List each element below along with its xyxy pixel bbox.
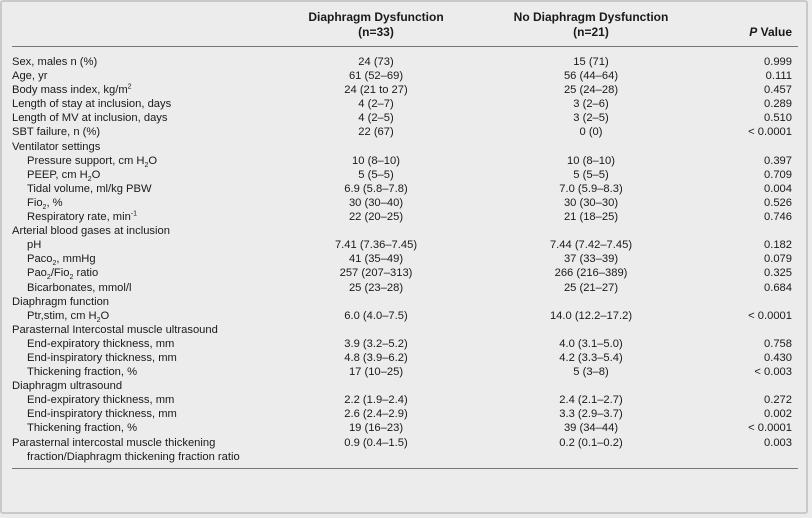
no-diaphragm-dysfunction-value: 15 (71) bbox=[573, 56, 609, 68]
p-value: 0.758 bbox=[764, 337, 792, 350]
p-value: 0.002 bbox=[764, 408, 792, 421]
p-value: < 0.0001 bbox=[748, 309, 792, 322]
row-label-suffix: O bbox=[100, 309, 110, 322]
section-heading bbox=[12, 295, 276, 309]
superscript: -1 bbox=[130, 210, 138, 218]
diaphragm-dysfunction-value: 2.2 (1.9–2.4) bbox=[344, 394, 408, 407]
section-heading bbox=[12, 323, 276, 337]
p-value: 0.182 bbox=[764, 239, 792, 252]
p-value bbox=[706, 224, 798, 238]
row-label-text: Ptr,stim, cm H bbox=[27, 309, 97, 322]
row-label bbox=[12, 252, 276, 266]
row-label bbox=[12, 266, 276, 280]
no-diaphragm-dysfunction-value: 0.2 (0.1–0.2) bbox=[559, 436, 623, 449]
header-diaphragm-dysfunction bbox=[276, 8, 476, 47]
row-label bbox=[12, 182, 276, 196]
table-row bbox=[12, 436, 798, 450]
no-diaphragm-dysfunction-value: 3 (2–5) bbox=[573, 112, 609, 125]
table-row bbox=[12, 351, 798, 365]
diaphragm-dysfunction-value: 22 (67) bbox=[358, 126, 394, 139]
row-label-text: Fio bbox=[27, 196, 43, 209]
no-diaphragm-dysfunction-value: 25 (21–27) bbox=[563, 281, 619, 294]
row-label-suffix: O bbox=[148, 154, 158, 167]
p-value: 0.457 bbox=[764, 84, 792, 97]
diaphragm-dysfunction-value bbox=[276, 140, 476, 154]
no-diaphragm-dysfunction-value: 4.2 (3.3–5.4) bbox=[559, 351, 623, 364]
superscript: 2 bbox=[127, 83, 132, 91]
no-diaphragm-dysfunction-value: 3.3 (2.9–3.7) bbox=[559, 408, 623, 421]
row-label-text: PEEP, cm H bbox=[27, 168, 88, 181]
row-label-text: Ventilator settings bbox=[12, 140, 101, 153]
diaphragm-dysfunction-value: 10 (8–10) bbox=[352, 154, 400, 167]
table-row bbox=[12, 393, 798, 407]
row-label bbox=[12, 125, 276, 139]
subscript: 2 bbox=[69, 274, 74, 282]
diaphragm-dysfunction-value: 24 (73) bbox=[358, 56, 394, 68]
no-diaphragm-dysfunction-value bbox=[476, 379, 706, 393]
diaphragm-dysfunction-value: 17 (10–25) bbox=[348, 366, 404, 379]
table-row bbox=[12, 97, 798, 111]
no-diaphragm-dysfunction-value: 7.44 (7.42–7.45) bbox=[549, 239, 633, 252]
p-value: 0.526 bbox=[764, 196, 792, 209]
p-value: 0.510 bbox=[764, 112, 792, 125]
row-label bbox=[12, 69, 276, 83]
row-label bbox=[12, 111, 276, 125]
row-label bbox=[12, 196, 276, 210]
row-label-text: End-expiratory thickness, mm bbox=[27, 337, 175, 350]
row-label bbox=[12, 97, 276, 111]
p-value: 0.111 bbox=[765, 70, 792, 83]
header-dd-count: (n=33) bbox=[358, 25, 394, 39]
no-diaphragm-dysfunction-value: 39 (34–44) bbox=[563, 422, 619, 435]
table-row bbox=[12, 450, 798, 469]
row-label-text: SBT failure, n (%) bbox=[12, 126, 101, 139]
p-value: 0.325 bbox=[764, 267, 792, 280]
table-row bbox=[12, 337, 798, 351]
diaphragm-dysfunction-value: 24 (21 to 27) bbox=[344, 84, 408, 97]
table-row bbox=[12, 309, 798, 323]
header-no-diaphragm-dysfunction bbox=[476, 8, 706, 47]
diaphragm-dysfunction-value: 4 (2–5) bbox=[358, 112, 394, 125]
no-diaphragm-dysfunction-value: 266 (216–389) bbox=[554, 267, 628, 280]
p-value: 0.004 bbox=[764, 182, 792, 195]
section-heading bbox=[12, 140, 276, 154]
no-diaphragm-dysfunction-value: 2.4 (2.1–2.7) bbox=[559, 394, 623, 407]
diaphragm-dysfunction-value bbox=[276, 295, 476, 309]
table-row bbox=[12, 196, 798, 210]
subscript: 2 bbox=[52, 260, 57, 268]
table-row bbox=[12, 252, 798, 266]
header-nodd-title: No Diaphragm Dysfunction bbox=[513, 10, 669, 24]
diaphragm-dysfunction-value bbox=[276, 224, 476, 238]
p-value: 0.746 bbox=[764, 211, 792, 224]
row-label-text: Paco bbox=[27, 253, 53, 266]
diaphragm-dysfunction-value: 4 (2–7) bbox=[358, 98, 394, 111]
p-value: 0.430 bbox=[764, 351, 792, 364]
section-row bbox=[12, 295, 798, 309]
p-value: 0.079 bbox=[764, 253, 792, 266]
table-row bbox=[12, 125, 798, 139]
row-label-text: Age, yr bbox=[12, 70, 48, 83]
diaphragm-dysfunction-value bbox=[276, 450, 476, 469]
p-value: 0.684 bbox=[764, 281, 792, 294]
p-value: 0.709 bbox=[764, 168, 792, 181]
header-p-rest: Value bbox=[757, 25, 792, 39]
diaphragm-dysfunction-value: 257 (207–313) bbox=[339, 267, 413, 280]
diaphragm-dysfunction-value: 2.6 (2.4–2.9) bbox=[344, 408, 408, 421]
header-nodd-count: (n=21) bbox=[573, 25, 609, 39]
p-value bbox=[706, 140, 798, 154]
diaphragm-dysfunction-value: 6.0 (4.0–7.5) bbox=[344, 309, 408, 322]
diaphragm-dysfunction-value: 0.9 (0.4–1.5) bbox=[344, 436, 408, 449]
p-value bbox=[706, 379, 798, 393]
row-label-text: Parasternal intercostal muscle thickening bbox=[12, 436, 216, 449]
subscript: 2 bbox=[87, 175, 92, 183]
diaphragm-dysfunction-value: 7.41 (7.36–7.45) bbox=[334, 239, 418, 252]
row-label-text: Pressure support, cm H bbox=[27, 154, 145, 167]
row-label bbox=[12, 351, 276, 365]
header-dd-title: Diaphragm Dysfunction bbox=[308, 10, 444, 24]
row-label-text: End-inspiratory thickness, mm bbox=[27, 408, 177, 421]
row-label-text: Pao bbox=[27, 267, 47, 280]
table-row bbox=[12, 266, 798, 280]
no-diaphragm-dysfunction-value bbox=[476, 450, 706, 469]
row-label-text: Diaphragm function bbox=[12, 295, 110, 308]
diaphragm-dysfunction-value: 4.8 (3.9–6.2) bbox=[344, 351, 408, 364]
row-label-text: Respiratory rate, min bbox=[27, 211, 131, 224]
no-diaphragm-dysfunction-value bbox=[476, 224, 706, 238]
row-label-text: Parasternal Intercostal muscle ultrasound bbox=[12, 323, 218, 336]
p-value: 0.272 bbox=[764, 394, 792, 407]
section-row bbox=[12, 224, 798, 238]
no-diaphragm-dysfunction-value: 5 (5–5) bbox=[573, 168, 609, 181]
diaphragm-dysfunction-value bbox=[276, 323, 476, 337]
table-row bbox=[12, 365, 798, 379]
no-diaphragm-dysfunction-value bbox=[476, 323, 706, 337]
no-diaphragm-dysfunction-value bbox=[476, 140, 706, 154]
subscript: 2 bbox=[42, 204, 47, 212]
header-p-value bbox=[706, 8, 798, 47]
no-diaphragm-dysfunction-value: 30 (30–30) bbox=[563, 196, 619, 209]
subscript: 2 bbox=[144, 161, 149, 169]
row-label-suffix: O bbox=[91, 168, 101, 181]
no-diaphragm-dysfunction-value: 14.0 (12.2–17.2) bbox=[549, 309, 633, 322]
row-label bbox=[12, 238, 276, 252]
row-label-suffix: /Fio bbox=[50, 267, 70, 280]
row-label-suffix: , % bbox=[46, 196, 63, 209]
table-row bbox=[12, 421, 798, 435]
table-row bbox=[12, 69, 798, 83]
row-label-text: Arterial blood gases at inclusion bbox=[12, 225, 170, 238]
table-row bbox=[12, 83, 798, 97]
row-label-text: End-expiratory thickness, mm bbox=[27, 394, 175, 407]
p-value: < 0.0001 bbox=[748, 422, 792, 435]
section-row bbox=[12, 323, 798, 337]
no-diaphragm-dysfunction-value: 21 (18–25) bbox=[563, 211, 619, 224]
no-diaphragm-dysfunction-value: 5 (3–8) bbox=[573, 366, 609, 379]
no-diaphragm-dysfunction-value bbox=[476, 295, 706, 309]
row-label bbox=[12, 168, 276, 182]
row-label bbox=[12, 421, 276, 435]
table-row bbox=[12, 210, 798, 224]
row-label-suffix: ratio bbox=[73, 267, 99, 280]
table-row bbox=[12, 154, 798, 168]
diaphragm-dysfunction-value: 61 (52–69) bbox=[348, 70, 404, 83]
diaphragm-dysfunction-value: 19 (16–23) bbox=[348, 422, 404, 435]
p-value bbox=[706, 295, 798, 309]
p-value bbox=[706, 323, 798, 337]
row-label-suffix: , mmHg bbox=[56, 253, 96, 266]
baseline-characteristics-table bbox=[12, 8, 798, 469]
row-label bbox=[12, 210, 276, 224]
row-label bbox=[12, 83, 276, 97]
no-diaphragm-dysfunction-value: 37 (33–39) bbox=[563, 253, 619, 266]
diaphragm-dysfunction-value bbox=[276, 379, 476, 393]
no-diaphragm-dysfunction-value: 7.0 (5.9–8.3) bbox=[559, 182, 623, 195]
p-value: 0.003 bbox=[764, 436, 792, 449]
row-label-text: fraction/Diaphragm thickening fraction ratio bbox=[27, 450, 240, 463]
table-row bbox=[12, 168, 798, 182]
header-p-italic: P bbox=[749, 25, 758, 39]
row-label bbox=[12, 365, 276, 379]
diaphragm-dysfunction-value: 41 (35–49) bbox=[348, 253, 404, 266]
section-heading bbox=[12, 379, 276, 393]
row-label bbox=[12, 393, 276, 407]
table-body bbox=[12, 47, 798, 469]
no-diaphragm-dysfunction-value: 56 (44–64) bbox=[563, 70, 619, 83]
p-value bbox=[706, 450, 798, 469]
row-label bbox=[12, 450, 276, 469]
no-diaphragm-dysfunction-value: 3 (2–6) bbox=[573, 98, 609, 111]
row-label bbox=[12, 154, 276, 168]
p-value: 0.397 bbox=[764, 154, 792, 167]
no-diaphragm-dysfunction-value: 10 (8–10) bbox=[567, 154, 615, 167]
table-header bbox=[12, 8, 798, 47]
no-diaphragm-dysfunction-value: 4.0 (3.1–5.0) bbox=[559, 337, 623, 350]
p-value: 0.289 bbox=[764, 98, 792, 111]
row-label bbox=[12, 337, 276, 351]
subscript: 2 bbox=[46, 274, 51, 282]
row-label-text: pH bbox=[27, 239, 42, 252]
row-label-text: Thickening fraction, % bbox=[27, 366, 138, 379]
row-label-text: End-inspiratory thickness, mm bbox=[27, 351, 177, 364]
row-label bbox=[12, 436, 276, 450]
p-value: < 0.0001 bbox=[748, 126, 792, 139]
row-label-text: Length of MV at inclusion, days bbox=[12, 112, 168, 125]
table-row bbox=[12, 47, 798, 70]
row-label-text: Tidal volume, ml/kg PBW bbox=[27, 182, 152, 195]
section-row bbox=[12, 140, 798, 154]
diaphragm-dysfunction-value: 6.9 (5.8–7.8) bbox=[344, 182, 408, 195]
section-heading bbox=[12, 224, 276, 238]
p-value: 0.999 bbox=[764, 56, 792, 68]
row-label-text: Diaphragm ultrasound bbox=[12, 380, 123, 393]
row-label bbox=[12, 309, 276, 323]
header-label-cell bbox=[12, 8, 276, 47]
row-label bbox=[12, 407, 276, 421]
section-row bbox=[12, 379, 798, 393]
row-label bbox=[12, 281, 276, 295]
row-label-text: Body mass index, kg/m bbox=[12, 84, 128, 97]
subscript: 2 bbox=[96, 316, 101, 324]
diaphragm-dysfunction-value: 25 (23–28) bbox=[348, 281, 404, 294]
diaphragm-dysfunction-value: 30 (30–40) bbox=[348, 196, 404, 209]
row-label-text: Sex, males n (%) bbox=[12, 56, 98, 68]
table-row bbox=[12, 407, 798, 421]
row-label-text: Length of stay at inclusion, days bbox=[12, 98, 172, 111]
table-row bbox=[12, 238, 798, 252]
row-label-text: Bicarbonates, mmol/l bbox=[27, 281, 132, 294]
no-diaphragm-dysfunction-value: 0 (0) bbox=[579, 126, 603, 139]
table-row bbox=[12, 111, 798, 125]
row-label-text: Thickening fraction, % bbox=[27, 422, 138, 435]
row-label bbox=[12, 47, 276, 70]
diaphragm-dysfunction-value: 5 (5–5) bbox=[358, 168, 394, 181]
diaphragm-dysfunction-value: 3.9 (3.2–5.2) bbox=[344, 337, 408, 350]
diaphragm-dysfunction-value: 22 (20–25) bbox=[348, 211, 404, 224]
p-value: < 0.003 bbox=[754, 366, 792, 379]
table-row bbox=[12, 182, 798, 196]
table-row bbox=[12, 281, 798, 295]
no-diaphragm-dysfunction-value: 25 (24–28) bbox=[563, 84, 619, 97]
